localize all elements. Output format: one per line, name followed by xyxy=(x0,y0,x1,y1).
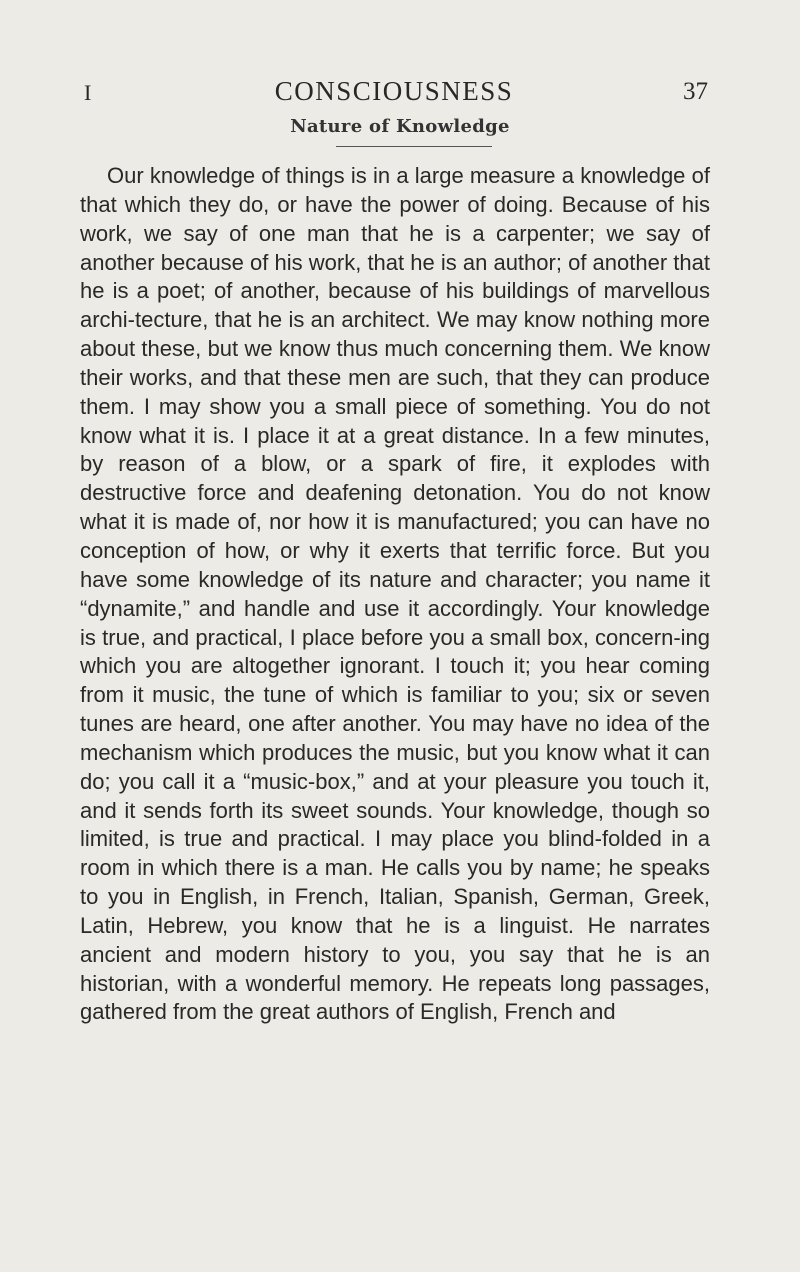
section-title: Nature of Knowledge xyxy=(290,116,510,137)
page-number: 37 xyxy=(683,78,708,105)
running-title: CONSCIOUSNESS xyxy=(274,76,514,106)
running-head xyxy=(78,76,710,110)
body-paragraph: Our knowledge of things is in a large measure a knowledge of that which they do, or have the power of doing. Because of his work, we say of one man that he is a carpenter; we say of another because of his work, that he is an author; of another that he is a poet; of another, because of his buildings of marvellous archi-tecture, that he is an architect. We may know nothing more about these, but we know thus much concerning them. We know their works, and that these men are such, that they can produce them. I may show you a small piece of something. You do not know what it is. I place it at a great distance. In a few minutes, by reason of a blow, or a spark of fire, it explodes with destructive force and deafening detonation. You do not know what it is made of, nor how it is manufactured; you can have no conception of how, or why it exerts that terrific force. But you have some knowledge of its nature and character; you name it “dynamite,” and handle and use it accordingly. Your knowledge is true, and practical, I place before you a small box, concern-ing which you are altogether ignorant. I touch it; you hear coming from it music, the tune of which is familiar to you; six or seven tunes are heard, one after another. You may have no idea of the mechanism which produces the music, but you know what it can do; you call it a “music-box,” and at your pleasure you touch it, and it sends forth its sweet sounds. Your knowledge, though so limited, is true and practical. I may place you blind-folded in a room in which there is a man. He calls you by name; he speaks to you in English, in French, Italian, Spanish, German, Greek, Latin, Hebrew, you know that he is a linguist. He narrates ancient and modern history to you, you say that he is an historian, with a wonderful memory. He repeats long passages, gathered from the great authors of English, French and xyxy=(80,163,710,1025)
chapter-number: I xyxy=(84,80,92,105)
title-rule xyxy=(336,146,492,147)
